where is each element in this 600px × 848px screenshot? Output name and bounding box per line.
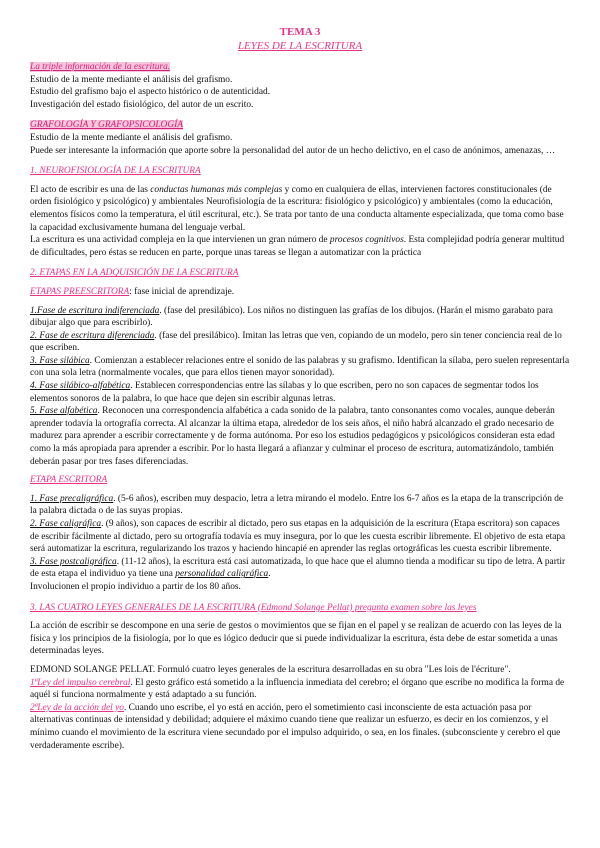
law-text: . Cuando uno escribe, el yo está en acción, pero el sometimiento casi inconsciente de esta actuación pasa por alternativas continuas de intensidad y debilidad; adquiere el máximo cuando tiene que realizar un esfuerzo, es decir en los comienzos, y el mínimo cuando el movimiento de la escritura viene secundado por el impulso adquirido, o sea, en los finales. (subconsciente y cerebro el que verdaderamente escribe). <box>30 702 561 751</box>
phase-item <box>30 518 570 556</box>
phase-item <box>30 355 570 380</box>
phase-label: 2. Fase de escritura diferenciada <box>30 330 155 341</box>
phase-item <box>30 405 570 468</box>
phase-item <box>30 493 570 518</box>
grafologia-line: Estudio de la mente mediante el análisis del grafismo. <box>30 132 233 143</box>
law-item <box>30 702 570 752</box>
phase-text: . Reconocen una correspondencia alfabética a cada sonido de la palabra, tanto consonantes como vocales, aunque deberán aprender todavía la ortografía correcta. Al alcanzar la última etapa, alrededor de los seis años, el niño habrá alcanzado el grado necesario de madurez para aprender a escribir correctamente y de forma autónoma. Por eso los estudios pedagógicos y psicológicos consideran esta edad como la más apropiada para aprender a escribir. Por lo hasta llegará a afianzar y culminar el proceso de escritura, automatizándolo, también deberán pasar por tres fases diferenciadas. <box>30 406 555 467</box>
section3-title: 3. LAS CUATRO LEYES GENERALES DE LA ESCRITURA (Edmond Solange Pellat) <box>30 602 353 613</box>
emphasis-text: procesos cognitivos <box>329 235 404 246</box>
section1-paragraph <box>30 234 570 259</box>
phase-label: 1. Fase precaligráfica <box>30 493 114 504</box>
law-label: 2ªLey de la acción del yo <box>30 702 124 713</box>
grafologia-line: Puede ser interesante la información que aporte sobre la personalidad del autor de un hecho delictivo, en el caso de anónimos, amenazas, … <box>30 145 556 156</box>
intro-line: Estudio de la mente mediante el análisis del grafismo. <box>30 74 233 85</box>
section1-paragraph <box>30 184 570 234</box>
section3-paragraph: La acción de escribir se descompone en una serie de gestos o movimientos que se fijan en el papel y se realizan de acuerdo con las leyes de la física y los principios de la fisiología, por lo que es lógico deducir que si puede individualizar la escritura, ésta debe de estar sometida a unas determinadas leyes. <box>30 621 562 657</box>
stage-label: ETAPAS PREESCRITORA <box>30 286 130 297</box>
text-run: El acto de escribir es una de las <box>30 184 151 195</box>
phase-item <box>30 305 570 330</box>
intro-line: Estudio del grafismo bajo el aspecto histórico o de autenticidad. <box>30 87 271 98</box>
section1-heading: 1. NEUROFISIOLOGÍA DE LA ESCRITURA <box>30 166 201 177</box>
phase-label: 2. Fase caligráfica <box>30 519 102 529</box>
phase-label: 3. Fase postcaligráfica <box>30 556 117 567</box>
intro-block <box>30 61 570 111</box>
intro-line: Investigación del estado fisiológico, del autor de un escrito. <box>30 99 254 110</box>
text-run: La escritura es una actividad compleja en la que intervienen un gran número de <box>30 235 330 246</box>
text-run: : fase inicial de aprendizaje. <box>129 286 235 297</box>
phase-label: 1.Fase de escritura indiferenciada <box>30 305 160 316</box>
grafologia-block <box>30 119 570 157</box>
phase-item <box>30 380 570 405</box>
phase-label: 5. Fase alfabética <box>30 406 98 417</box>
phase-text: . Establecen correspondencias entre las sílabas y lo que escriben, pero no son capaces de segmentar todos los elementos sonoros de la palabra, lo que hace que dejen sin escribir algunas letras. <box>30 381 539 404</box>
escritora-heading: ETAPA ESCRITORA <box>30 475 108 486</box>
phase-text: . (11-12 años), la escritura está casi automatizada, lo que hace que el alumno tienda a modificar su tipo de letra. A partir de esta etapa el individuo ya tiene una <box>30 556 566 580</box>
phase-label: 4. Fase silábico-alfabética <box>30 381 131 392</box>
emphasis-text: conductas humanas más complejas <box>150 184 283 195</box>
intro-heading: La triple información de la escritura. <box>30 62 171 72</box>
phase-text: . (fase del presilábico). Los niños no distinguen las grafías de los dibujos. (Harán el mismo garabato para dibujar algo que para escribirlo). <box>30 305 553 329</box>
phase-text: . (5-6 años), escriben muy despacio, letra a letra mirando el modelo. Entre los 6-7 años es la etapa de la transcripción de la palabra dictada o de las suyas propias. <box>30 493 564 517</box>
section2-heading: 2. ETAPAS EN LA ADQUISICIÓN DE LA ESCRITURA <box>30 268 239 279</box>
section3-paragraph: EDMOND SOLANGE PELLAT. Formuló cuatro leyes generales de la escritura desarrolladas en su obra "Les lois de l'écriture". <box>30 664 511 675</box>
section3-heading <box>30 602 570 615</box>
grafologia-heading: GRAFOLOGÍA Y GRAFOPSICOLOGÍA <box>30 120 183 131</box>
phase-text: . Comienzan a establecer relaciones entre el sonido de las palabras y su grafismo. Identifican la sílaba, pero suelen representarla con una sola letra (normalmente vocales, que para ellos tienen mayor sonoridad). <box>30 355 570 379</box>
law-label: 1ªLey del impulso cerebral <box>30 677 131 688</box>
phase-item <box>30 330 570 355</box>
page-title: TEMA 3 <box>279 26 321 38</box>
phase-label: 3. Fase silábica <box>30 355 90 366</box>
emphasis-text: personalidad caligráfica <box>175 569 269 580</box>
text-run: y como en cualquiera de ellas, intervienen factores constitucionales (de orden fisiológico y psicológico) y ambientales Neurofisiología de la escritura: fisiológico y psicológico) y ambientales (como la educación, elementos físicos como la temperatura, el útil escritural, etc.). Se trata por tanto de una conducta altamente especializada, que toma como base la capacidad exclusivamente humana del lenguaje verbal. <box>30 184 564 233</box>
closing-line: Involucionen el propio individuo a partir de los 80 años. <box>30 581 241 592</box>
phase-text: . <box>268 569 271 580</box>
phase-text: . (9 años), son capaces de escribir al dictado, pero sus etapas en la adquisición de la escritura (Etapa escritora) son capaces de escribir fácilmente al dictado, pero su ortografía todavía es muy insegura, por lo que les cuesta escribir libremente. El objetivo de esta etapa será automatizar la escritura, regularizando los trazos y haciendo hincapié en aprender las reglas ortográficas les cuesta escribir libremente. <box>30 519 566 555</box>
exam-note: pregunta examen sobre las leyes <box>352 602 477 613</box>
law-item <box>30 677 570 702</box>
phase-text: . (fase del presilábico). Imitan las letras que ven, copiando de un modelo, pero sin tener conciencia real de lo que escriben. <box>30 330 562 354</box>
text-run: . Esta complejidad podría generar multitud de dificultades, pero éstas se reducen en parte, porque unas tareas se llegan a automatizar con la práctica <box>30 235 565 258</box>
phase-item <box>30 556 570 581</box>
preescritora-line <box>30 286 570 299</box>
law-text: . El gesto gráfico está sometido a la influencia inmediata del cerebro; el órgano que escribe no modifica la forma de aquél si funciona normalmente y está adaptado a su función. <box>30 677 565 701</box>
page-subtitle: LEYES DE LA ESCRITURA <box>237 40 363 52</box>
